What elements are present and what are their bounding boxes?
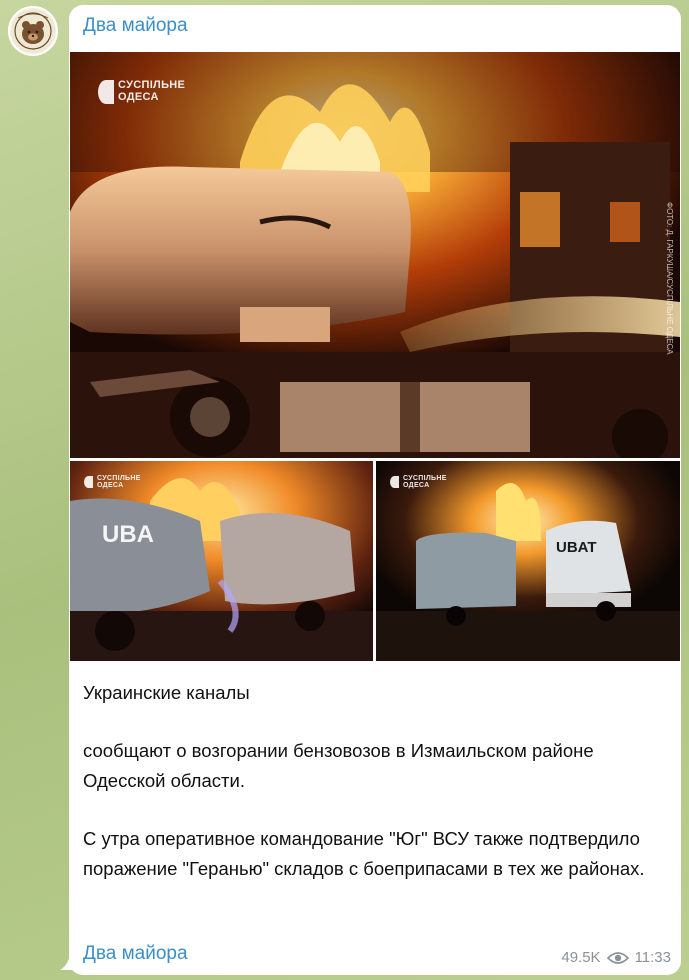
photo-bottom-left[interactable] [70, 461, 373, 661]
channel-name-header[interactable]: Два майора [83, 15, 188, 36]
views-count: 49.5K [561, 949, 601, 966]
watermark-right: СУСПІЛЬНЕ ОДЕСА [390, 475, 447, 490]
photo-main[interactable] [70, 52, 680, 458]
truck-label-right: UBAT [556, 539, 597, 556]
photo-bottom-right[interactable] [376, 461, 680, 661]
message-line-1: Украинские каналы [83, 682, 250, 703]
watermark-main: СУСПІЛЬНЕ ОДЕСА [98, 80, 185, 104]
message-meta [561, 949, 671, 966]
signature-link[interactable]: Два майора [83, 943, 188, 964]
channel-avatar[interactable] [8, 6, 58, 56]
eye-icon [607, 951, 629, 965]
channel-avatar-icon [10, 8, 56, 54]
message-time: 11:33 [634, 949, 671, 966]
truck-label-left: UBA [102, 521, 154, 548]
photo-credit-vertical: ФОТО: Д. ГАРКУША/СУСПІЛЬНЕ ОДЕСА [665, 202, 674, 355]
message-paragraph-2: сообщают о возгорании бензовозов в Измаильском районе Одесской области. [83, 740, 594, 791]
message-text [83, 678, 668, 884]
message-paragraph-3: С утра оперативное командование "Юг" ВСУ также подтвердило поражение "Геранью" складов с боеприпасами в тех же районах. [83, 828, 645, 879]
watermark-left: СУСПІЛЬНЕ ОДЕСА [84, 475, 141, 490]
bubble-tail [60, 950, 76, 970]
message-bubble[interactable] [69, 5, 681, 975]
